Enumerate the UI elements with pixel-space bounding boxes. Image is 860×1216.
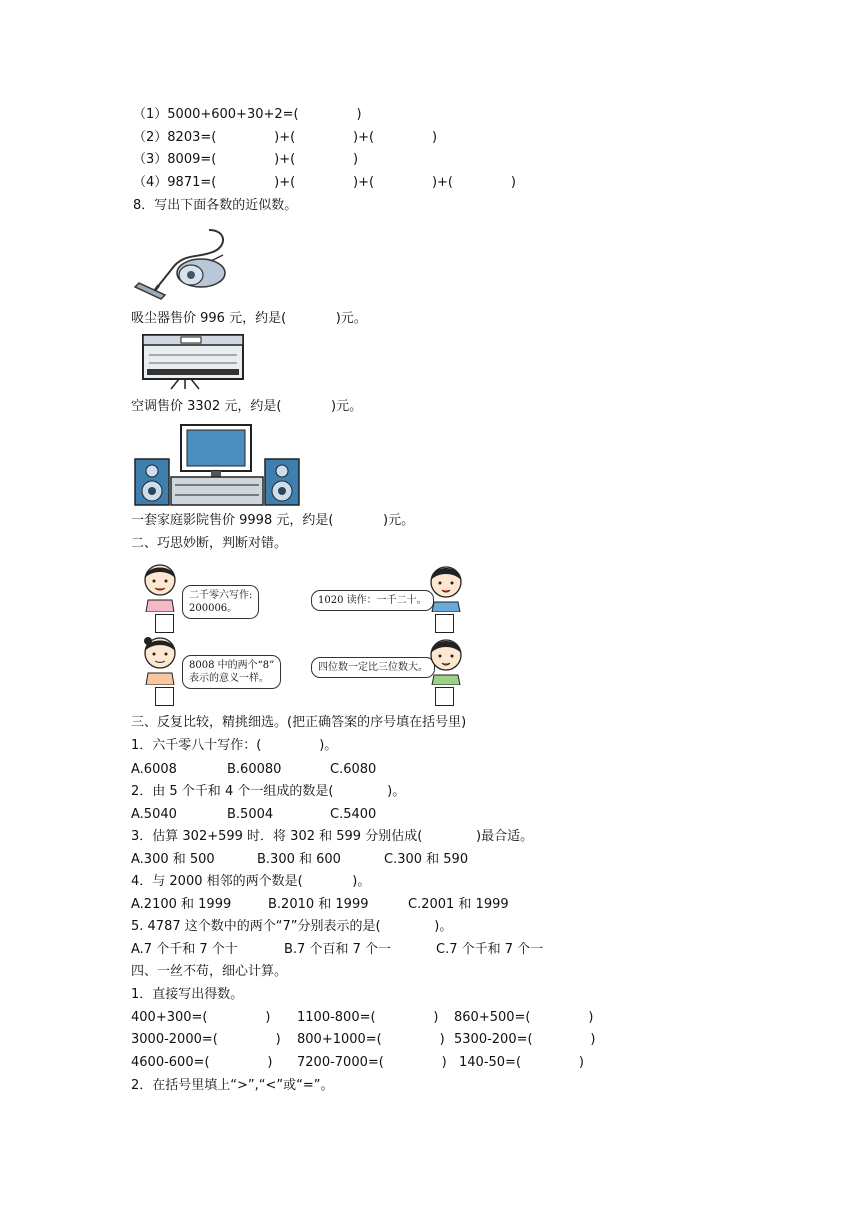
section3-title: 三、反复比较，精挑细选。(把正确答案的序号填在括号里) (131, 715, 467, 730)
air-conditioner-image (141, 333, 245, 391)
calc-r1-c3: 860+500=( ) (454, 1010, 594, 1025)
judge-box-1[interactable] (155, 614, 174, 633)
s3-q3-option-c: C.300 和 590 (384, 852, 469, 867)
girl-avatar-2 (138, 633, 182, 685)
s4-q2: 2．在括号里填上“>”,“<”或“=”。 (131, 1078, 334, 1093)
calc-r3-c1: 4600-600=( ) (131, 1055, 273, 1070)
s3-q4-option-a: A.2100 和 1999 (131, 897, 232, 912)
s3-q2-option-a: A.5040 (131, 807, 177, 822)
judge-box-3[interactable] (155, 687, 174, 706)
s3-q5: 5. 4787 这个数中的两个“7”分别表示的是( )。 (131, 919, 453, 934)
calc-r2-c1: 3000-2000=( ) (131, 1032, 281, 1047)
s3-q3-option-b: B.300 和 600 (257, 852, 341, 867)
speech-bubble-2: 1020 读作：一千二十。 (311, 590, 434, 611)
s3-q5-option-b: B.7 个百和 7 个一 (284, 942, 391, 957)
ac-price-text: 空调售价 3302 元，约是( )元。 (131, 399, 363, 414)
s3-q5-option-a: A.7 个千和 7 个十 (131, 942, 238, 957)
s3-q4-option-b: B.2010 和 1999 (268, 897, 369, 912)
calc-r2-c2: 800+1000=( ) (297, 1032, 445, 1047)
decomp-line-2: （2）8203=( )+( )+( ) (133, 130, 438, 145)
decomp-line-3: （3）8009=( )+( ) (133, 152, 359, 167)
calc-r1-c1: 400+300=( ) (131, 1010, 271, 1025)
s3-q3-option-a: A.300 和 500 (131, 852, 215, 867)
s3-q5-option-c: C.7 个千和 7 个一 (436, 942, 544, 957)
vacuum-cleaner-image (131, 225, 236, 305)
s3-q2-option-b: B.5004 (227, 807, 274, 822)
boy-avatar (424, 560, 468, 612)
calc-r3-c2: 7200-7000=( ) (297, 1055, 447, 1070)
decomp-line-4: （4）9871=( )+( )+( )+( ) (133, 175, 516, 190)
boy-avatar-2 (424, 633, 468, 685)
q8-title: 8．写出下面各数的近似数。 (133, 198, 298, 213)
s3-q4-option-c: C.2001 和 1999 (408, 897, 509, 912)
s3-q2: 2．由 5 个千和 4 个一组成的数是( )。 (131, 784, 406, 799)
judge-box-4[interactable] (435, 687, 454, 706)
calc-r3-c3: 140-50=( ) (459, 1055, 584, 1070)
s4-q1: 1．直接写出得数。 (131, 987, 244, 1002)
speech-bubble-3: 8008 中的两个“8” 表示的意义一样。 (182, 655, 281, 689)
s3-q1-option-a: A.6008 (131, 762, 177, 777)
section2-title: 二、巧思妙断，判断对错。 (131, 536, 288, 551)
s3-q1: 1．六千零八十写作：( )。 (131, 738, 338, 753)
speech-bubble-4: 四位数一定比三位数大。 (311, 657, 435, 678)
s3-q2-option-c: C.5400 (330, 807, 377, 822)
judge-box-2[interactable] (435, 614, 454, 633)
calc-r2-c3: 5300-200=( ) (454, 1032, 596, 1047)
s3-q1-option-b: B.60080 (227, 762, 282, 777)
calc-r1-c2: 1100-800=( ) (297, 1010, 439, 1025)
girl-avatar (138, 560, 182, 612)
section4-title: 四、一丝不苟，细心计算。 (131, 964, 288, 979)
decomp-line-1: （1）5000+600+30+2=( ) (133, 107, 362, 122)
theater-price-text: 一套家庭影院售价 9998 元，约是( )元。 (131, 513, 415, 528)
speech-bubble-1: 二千零六写作: 200006。 (182, 585, 259, 619)
home-theater-image (133, 423, 301, 507)
s3-q3: 3．估算 302+599 时．将 302 和 599 分别估成( )最合适。 (131, 829, 534, 844)
s3-q1-option-c: C.6080 (330, 762, 377, 777)
s3-q4: 4．与 2000 相邻的两个数是( )。 (131, 874, 371, 889)
vacuum-price-text: 吸尘器售价 996 元，约是( )元。 (131, 311, 367, 326)
